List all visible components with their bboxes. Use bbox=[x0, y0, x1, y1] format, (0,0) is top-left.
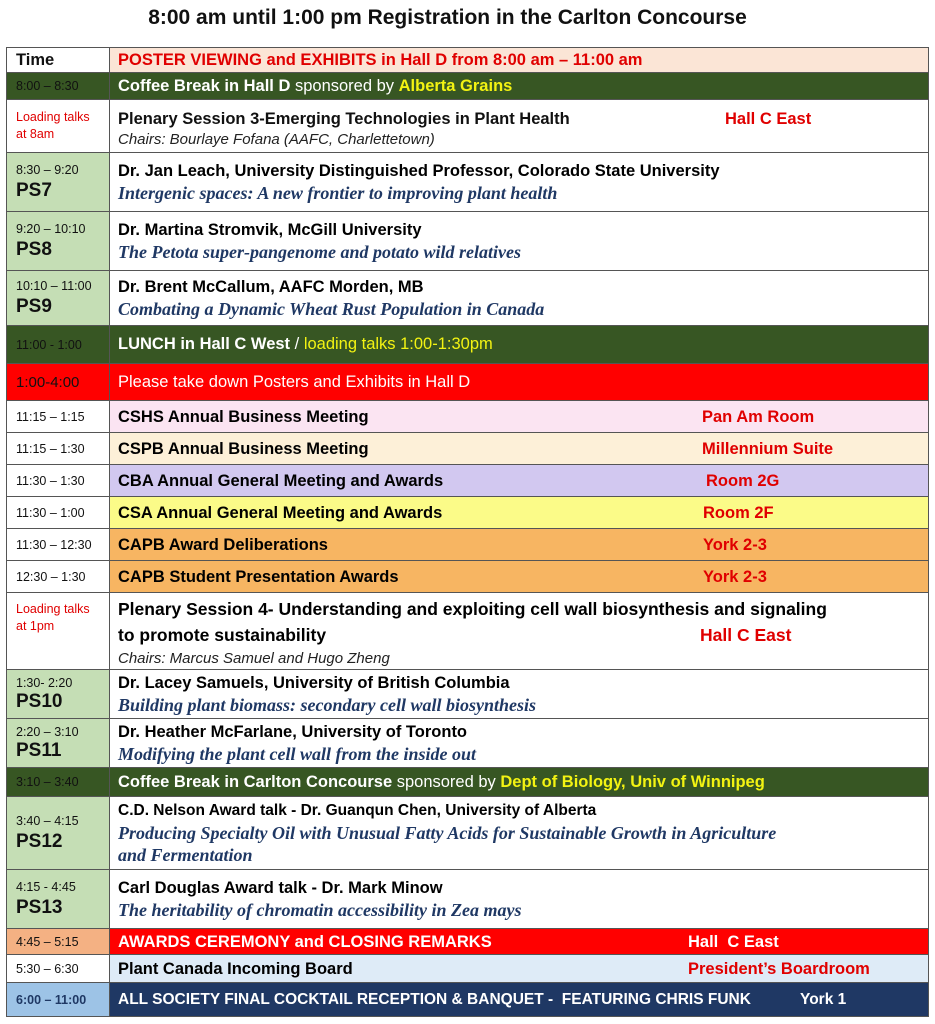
board-cell bbox=[110, 955, 929, 983]
time-cell bbox=[7, 768, 110, 797]
plenary-title-line-2: to promote sustainability bbox=[118, 624, 327, 645]
talk-title-line-2: and Fermentation bbox=[118, 845, 253, 865]
meeting-cell bbox=[110, 401, 929, 433]
loading-talks-text: Loading talks at 1pm bbox=[16, 602, 90, 633]
speaker: Dr. Lacey Samuels, University of British Columbia bbox=[118, 674, 510, 692]
takedown-row bbox=[7, 364, 929, 401]
meeting-row bbox=[7, 465, 929, 497]
plenary-chairs: Chairs: Bourlaye Fofana (AAFC, Charlettetown) bbox=[118, 130, 435, 148]
meeting-name: CSHS Annual Business Meeting bbox=[118, 407, 369, 426]
talk-cell bbox=[110, 212, 929, 271]
awards-row bbox=[7, 929, 929, 955]
time-cell bbox=[7, 983, 110, 1017]
header-row bbox=[7, 48, 929, 73]
talk-row bbox=[7, 870, 929, 929]
session-code: PS11 bbox=[16, 739, 62, 761]
banquet-row bbox=[7, 983, 929, 1017]
poster-notice bbox=[110, 48, 929, 73]
time-text: 4:15 - 4:45 bbox=[16, 879, 76, 894]
talk-cell bbox=[110, 271, 929, 326]
board-text: Plant Canada Incoming Board bbox=[118, 959, 353, 978]
time-cell bbox=[7, 433, 110, 465]
talk-title-line-1: Producing Specialty Oil with Unusual Fatty Acids for Sustainable Growth in Agriculture bbox=[118, 823, 777, 843]
speaker: Dr. Brent McCallum, AAFC Morden, MB bbox=[118, 278, 424, 296]
meeting-cell bbox=[110, 465, 929, 497]
time-text: 2:20 – 3:10 bbox=[16, 724, 79, 739]
coffee-break-row bbox=[7, 768, 929, 797]
time-text: 3:10 – 3:40 bbox=[16, 775, 79, 789]
coffee-break-text: Coffee Break in Carlton Concourse bbox=[118, 772, 393, 791]
time-text: 10:10 – 11:00 bbox=[16, 278, 92, 293]
lunch-row bbox=[7, 326, 929, 364]
session-code: PS10 bbox=[16, 690, 63, 712]
sponsor-prefix: sponsored by bbox=[290, 76, 399, 95]
session-code: PS7 bbox=[16, 179, 52, 201]
awards-cell bbox=[110, 929, 929, 955]
meeting-name: CSA Annual General Meeting and Awards bbox=[118, 503, 443, 522]
loading-talks-cell bbox=[7, 100, 110, 153]
speaker: Carl Douglas Award talk - Dr. Mark Minow bbox=[118, 879, 443, 897]
talk-title: The Petota super-pangenome and potato wild relatives bbox=[118, 242, 521, 262]
room-label: Room 2G bbox=[706, 471, 780, 490]
page-title: 8:00 am until 1:00 pm Registration in the Carlton Concourse bbox=[148, 6, 747, 29]
talk-row bbox=[7, 212, 929, 271]
room-label: York 2-3 bbox=[703, 535, 767, 554]
meeting-row bbox=[7, 529, 929, 561]
poster-notice-text: POSTER VIEWING and EXHIBITS in Hall D from 8:00 am – 11:00 am bbox=[118, 50, 643, 69]
speaker: Dr. Jan Leach, University Distinguished Professor, Colorado State University bbox=[118, 162, 720, 180]
board-row bbox=[7, 955, 929, 983]
lunch-loading-talks: loading talks 1:00-1:30pm bbox=[303, 335, 493, 353]
meeting-row bbox=[7, 561, 929, 593]
time-text: 1:00-4:00 bbox=[16, 373, 80, 391]
time-text: 11:30 – 12:30 bbox=[16, 537, 92, 552]
time-cell bbox=[7, 271, 110, 326]
talk-cell bbox=[110, 670, 929, 719]
talk-title: Modifying the plant cell wall from the inside out bbox=[118, 744, 477, 764]
talk-cell bbox=[110, 870, 929, 929]
time-text: 8:30 – 9:20 bbox=[16, 162, 79, 177]
awards-text: AWARDS CEREMONY and CLOSING REMARKS bbox=[118, 932, 492, 951]
time-cell bbox=[7, 153, 110, 212]
time-cell bbox=[7, 326, 110, 364]
banquet-text: ALL SOCIETY FINAL COCKTAIL RECEPTION & BANQUET - FEATURING CHRIS FUNK bbox=[118, 990, 751, 1008]
room-label: Hall C East bbox=[700, 624, 792, 645]
session-code: PS12 bbox=[16, 830, 63, 852]
time-cell bbox=[7, 670, 110, 719]
sponsor-prefix: sponsored by bbox=[392, 772, 501, 791]
time-header bbox=[7, 48, 110, 73]
time-cell bbox=[7, 465, 110, 497]
talk-row bbox=[7, 153, 929, 212]
talk-row bbox=[7, 271, 929, 326]
coffee-break-cell bbox=[110, 768, 929, 797]
time-text: 5:30 – 6:30 bbox=[16, 961, 79, 976]
session-code: PS8 bbox=[16, 238, 52, 260]
time-text: 8:00 – 8:30 bbox=[16, 79, 79, 93]
room-label: York 2-3 bbox=[703, 567, 767, 586]
time-cell bbox=[7, 529, 110, 561]
meeting-name: CBA Annual General Meeting and Awards bbox=[118, 471, 444, 490]
time-cell bbox=[7, 212, 110, 271]
talk-row bbox=[7, 797, 929, 870]
talk-cell bbox=[110, 719, 929, 768]
time-cell bbox=[7, 870, 110, 929]
time-cell bbox=[7, 929, 110, 955]
meeting-name: CAPB Student Presentation Awards bbox=[118, 567, 399, 586]
plenary-session-4-cell bbox=[110, 593, 929, 670]
time-text: 9:20 – 10:10 bbox=[16, 221, 86, 236]
talk-title: Combating a Dynamic Wheat Rust Population in Canada bbox=[118, 299, 545, 319]
lunch-separator: / bbox=[290, 335, 304, 353]
room-label: President’s Boardroom bbox=[688, 959, 870, 978]
talk-cell bbox=[110, 153, 929, 212]
schedule-table bbox=[6, 47, 929, 1017]
room-label: Millennium Suite bbox=[702, 439, 834, 458]
time-cell bbox=[7, 73, 110, 100]
plenary-title: Plenary Session 3-Emerging Technologies in Plant Health bbox=[118, 109, 570, 128]
time-text: 6:00 – 11:00 bbox=[16, 992, 87, 1007]
sponsor-name: Dept of Biology, Univ of Winnipeg bbox=[500, 772, 765, 791]
talk-title: The heritability of chromatin accessibility in Zea mays bbox=[118, 900, 522, 920]
meeting-row bbox=[7, 401, 929, 433]
speaker: C.D. Nelson Award talk - Dr. Guanqun Chen, University of Alberta bbox=[118, 802, 597, 819]
loading-talks-text: Loading talks at 8am bbox=[16, 110, 90, 141]
talk-cell bbox=[110, 797, 929, 870]
time-text: 1:30- 2:20 bbox=[16, 675, 73, 690]
time-cell bbox=[7, 364, 110, 401]
time-text: 11:30 – 1:00 bbox=[16, 505, 85, 520]
plenary-session-4-row bbox=[7, 593, 929, 670]
plenary-chairs: Chairs: Marcus Samuel and Hugo Zheng bbox=[118, 649, 390, 667]
time-text: 3:40 – 4:15 bbox=[16, 813, 79, 828]
time-cell bbox=[7, 955, 110, 983]
sponsor-name: Alberta Grains bbox=[398, 76, 513, 95]
room-label: Hall C East bbox=[725, 109, 812, 128]
time-text: 11:15 – 1:30 bbox=[16, 441, 85, 456]
coffee-break-text: Coffee Break in Hall D bbox=[118, 76, 291, 95]
time-text: 11:15 – 1:15 bbox=[16, 409, 85, 424]
time-cell bbox=[7, 561, 110, 593]
plenary-session-3-row bbox=[7, 100, 929, 153]
room-label: York 1 bbox=[800, 990, 847, 1008]
coffee-break-row bbox=[7, 73, 929, 100]
time-text: 4:45 – 5:15 bbox=[16, 934, 79, 949]
meeting-cell bbox=[110, 529, 929, 561]
time-cell bbox=[7, 497, 110, 529]
time-text: 12:30 – 1:30 bbox=[16, 569, 86, 584]
plenary-session-3-cell bbox=[110, 100, 929, 153]
room-label: Hall C East bbox=[688, 932, 779, 951]
talk-title: Intergenic spaces: A new frontier to improving plant health bbox=[118, 183, 558, 203]
takedown-text: Please take down Posters and Exhibits in Hall D bbox=[118, 372, 471, 391]
talk-title: Building plant biomass: secondary cell wall biosynthesis bbox=[118, 695, 537, 715]
room-label: Room 2F bbox=[703, 503, 774, 522]
meeting-name: CAPB Award Deliberations bbox=[118, 535, 328, 554]
lunch-cell bbox=[110, 326, 929, 364]
speaker: Dr. Martina Stromvik, McGill University bbox=[118, 221, 422, 239]
session-code: PS13 bbox=[16, 896, 63, 918]
time-header-label: Time bbox=[16, 50, 55, 69]
room-label: Pan Am Room bbox=[702, 407, 815, 426]
meeting-cell bbox=[110, 497, 929, 529]
session-code: PS9 bbox=[16, 295, 52, 317]
meeting-cell bbox=[110, 433, 929, 465]
meeting-row bbox=[7, 497, 929, 529]
meeting-name: CSPB Annual Business Meeting bbox=[118, 439, 369, 458]
time-cell bbox=[7, 401, 110, 433]
time-cell bbox=[7, 719, 110, 768]
talk-row bbox=[7, 719, 929, 768]
talk-row bbox=[7, 670, 929, 719]
time-text: 11:00 - 1:00 bbox=[16, 337, 82, 352]
meeting-row bbox=[7, 433, 929, 465]
meeting-cell bbox=[110, 561, 929, 593]
loading-talks-cell bbox=[7, 593, 110, 670]
plenary-title-line-1: Plenary Session 4- Understanding and exploiting cell wall biosynthesis and signaling bbox=[118, 598, 827, 619]
time-cell bbox=[7, 797, 110, 870]
banquet-cell bbox=[110, 983, 929, 1017]
time-text: 11:30 – 1:30 bbox=[16, 473, 85, 488]
lunch-text: LUNCH in Hall C West bbox=[118, 335, 291, 353]
coffee-break-cell bbox=[110, 73, 929, 100]
speaker: Dr. Heather McFarlane, University of Toronto bbox=[118, 723, 468, 741]
takedown-cell bbox=[110, 364, 929, 401]
